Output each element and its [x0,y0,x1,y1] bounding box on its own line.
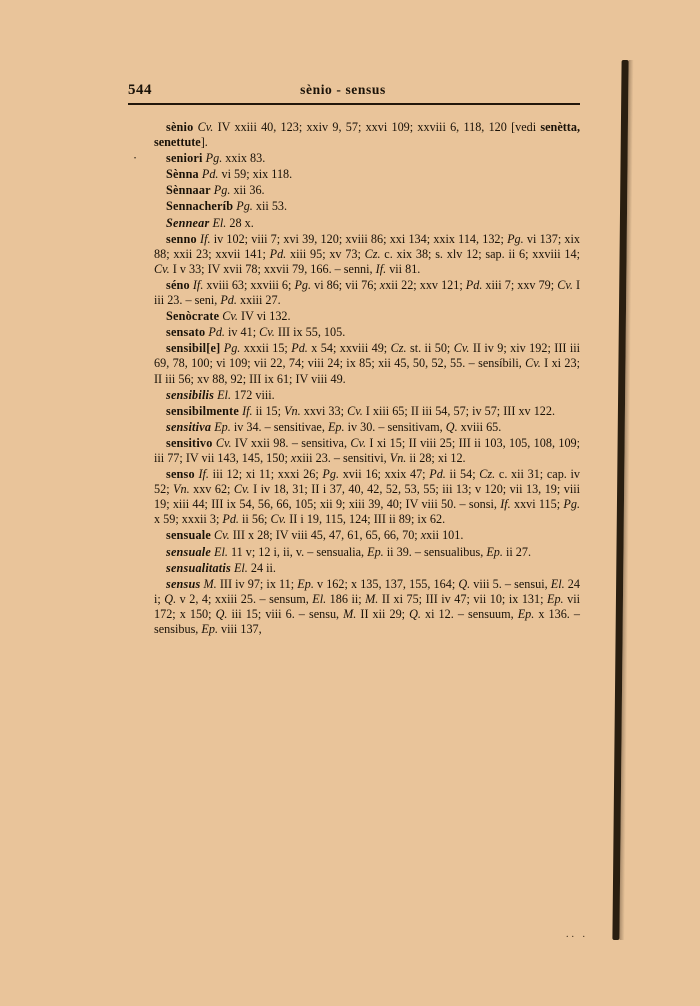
entry-body: If. xviii 63; xxviii 6; Pg. vi 86; vii 76; xxii 22; xxv 121; Pd. xiii 7; xxv 79; Cv. I iii 23. – seni, Pd. xxiii 27. [154,277,580,308]
entry-body: If. iv 102; viii 7; xvi 39, 120; xviii 86; xxi 134; xxix 114, 132; Pg. vi 137; xix 88; xxii 23; xxvii 141; Pd. xiii 95; xv 73; Cz. c. xix 38; s. xlv 12; sap. ii 6; xxviii 14; Cv. I v 33; IV xvii 78; xxvii 79, 166. – senni, If. vii 81. [154,231,581,276]
entry-headword: senno [166,231,197,246]
entry-body: Cv. IV xxii 98. – sensitiva, Cv. I xi 15; II viii 25; III ii 103, 105, 108, 109; iii 77; IV vii 143, 145, 150; xxiii 23. – sensitivi, Vn. ii 28; xi 12. [154,435,581,465]
entry-body: Cv. IV xxiii 40, 123; xxiv 9, 57; xxvi 109; xxviii 6, 118, 120 [vedi senètta, senettute]. [154,120,580,150]
binding-shadow [612,60,628,940]
entry-body: Pg. xii 36. [213,183,265,198]
entry-headword: sensibil[e] [166,341,221,356]
entry-headword: sensibilis [166,387,215,402]
dictionary-entry [128,436,580,466]
dictionary-entry [128,467,580,527]
entry-headword: séno [166,277,190,292]
entry-headword: sensuale [166,528,211,543]
entry-body: If. iii 12; xi 11; xxxi 26; Pg. xvii 16; xxix 47; Pd. ii 54; Cz. c. xii 31; cap. iv 52; Vn. xxv 62; Cv. I iv 18, 31; II i 37, 40, 42, 52, 53, 55; iii 13; v 120; vii 13, 19; viii 19; xiii 44; III ix 54, 56, 66, 105; xii 9; xiii 39, 40; IV viii 50. – sonsi, If. xxvi 115; Pg. x 59; xxxii 3; Pd. ii 56; Cv. II i 19, 115, 124; III ii 89; ix 62. [154,467,581,527]
entry-body: El. 24 ii. [233,560,276,575]
entry-headword: sensus [166,576,201,591]
header-rule [128,103,580,105]
entry-headword: senso [166,467,195,482]
entry-body: El. 172 viii. [217,387,275,402]
dictionary-entry [128,404,580,419]
entry-body: If. ii 15; Vn. xxvi 33; Cv. I xiii 65; II iii 54, 57; iv 57; III xv 122. [242,403,556,418]
entry-body: Cv. III x 28; IV viii 45, 47, 61, 65, 66, 70; xxii 101. [214,528,464,543]
entry-body: Pd. iv 41; Cv. III ix 55, 105. [208,325,346,340]
entry-body: Pg. xii 53. [236,199,288,214]
entry-body: El. 28 x. [212,215,254,230]
entry-headword: sensitiva [166,419,212,434]
entry-body: Pg. xxxii 15; Pd. x 54; xxviii 49; Cz. st. ii 50; Cv. II iv 9; xiv 192; III iii 69, 78, 100; vi 109; vii 22, 74; viii 24; ix 85; xii 45, 50, 52, 55. – sensíbili, Cv. I xi 23; II iii 56; xv 88, 92; III ix 61; IV viii 49. [154,341,581,386]
entry-headword: sensualitatis [166,560,231,575]
dictionary-entry [128,216,580,231]
folio-number: 544 [128,82,152,98]
entry-body: Pd. vi 59; xix 118. [201,167,293,182]
dictionary-entry [128,151,580,166]
entry-headword: Sènna [166,167,199,182]
entry-body: Cv. IV vi 132. [222,309,291,324]
dictionary-entry [128,325,580,340]
entry-headword: sensato [166,325,206,340]
dictionary-entry [128,341,580,386]
dictionary-entry [128,232,580,277]
entry-headword: sensitivo [166,435,213,450]
entry-headword: Sennear [166,215,210,230]
dictionary-entry [128,120,580,150]
page-header [128,82,580,99]
dictionary-entry [128,278,580,308]
entry-headword: sensuale [166,544,211,559]
entry-headword: seniori [166,151,203,166]
entry-body: El. 11 v; 12 i, ii, v. – sensualia, Ep. ii 39. – sensualibus, Ep. ii 27. [214,544,532,559]
dictionary-entry [128,167,580,182]
dictionary-entry [128,545,580,560]
entry-column [128,120,580,638]
dictionary-entry [128,561,580,576]
stray-mark: .. . [566,929,588,940]
dictionary-entry [128,420,580,435]
entry-headword: Senòcrate [166,309,220,324]
dictionary-entry [128,199,580,214]
dictionary-entry [128,577,580,637]
entry-headword: sensibilmente [166,403,240,418]
entry-body: M. III iv 97; ix 11; Ep. v 162; x 135, 137, 155, 164; Q. viii 5. – sensui, El. 24 i; Q. v 2, 4; xxiii 25. – sensum, El. 186 ii; M. II xi 75; III iv 47; vii 10; ix 131; Ep. vii 172; x 150; Q. iii 15; viii 6. – sensu, M. II xii 29; Q. xi 12. – sensuum, Ep. x 136. – sensibus, Ep. viii 137, [154,576,580,636]
entry-body: Pg. xxix 83. [205,151,266,166]
dictionary-entry [128,528,580,543]
entry-headword: sènio [166,120,194,134]
entry-body: Ep. iv 34. – sensitivae, Ep. iv 30. – sensitivam, Q. xviii 65. [214,419,502,434]
dictionary-entry [128,309,580,324]
dictionary-entry [128,183,580,198]
running-head: sènio - sensus [300,82,386,97]
entry-headword: Sennacheríb [166,199,234,214]
dictionary-entry [128,388,580,403]
entry-headword: Sènnaar [166,183,211,198]
